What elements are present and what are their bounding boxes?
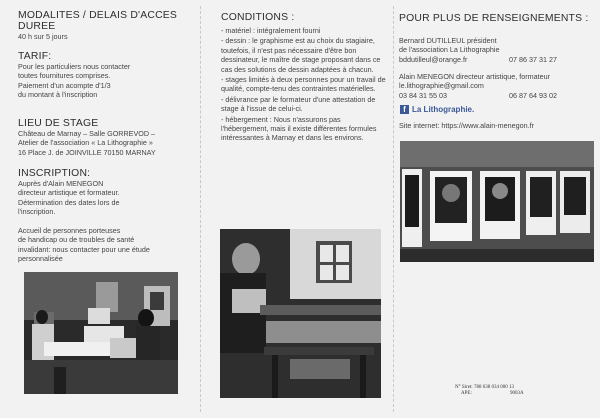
condition-item: - délivrance par le formateur d'une attestation de stage à l'issue de celui-ci. xyxy=(221,94,376,114)
workshop-photo xyxy=(24,272,178,394)
contact-email[interactable]: bddutilleul@orange.fr xyxy=(399,54,468,64)
renseignements-section xyxy=(399,13,597,24)
tarif-line: du montant à l'inscription xyxy=(18,90,98,100)
facebook-icon: f xyxy=(400,105,409,114)
conditions-section xyxy=(221,12,387,143)
website-link[interactable]: Site internet: https://www.alain-menegon.fr xyxy=(399,121,535,130)
contact-role: de l'association La Lithographie xyxy=(399,45,500,55)
lieu-line: Atelier de l'association « La Lithographie » xyxy=(18,138,153,148)
printing-press-photo xyxy=(220,229,381,398)
legal-info xyxy=(455,385,595,397)
accueil-line: Accueil de personnes porteuses xyxy=(18,226,121,235)
contact-president xyxy=(399,36,597,65)
condition-item: - hébergement : Nous n'assurons pas l'hébergement, mais il existe différentes formules intéressantes à Marnay et dans les environs. xyxy=(221,114,377,143)
inscription-title: INSCRIPTION: xyxy=(18,168,91,179)
right-panel xyxy=(393,0,600,418)
conditions-title: CONDITIONS : xyxy=(221,12,295,23)
contact-phone[interactable]: 07 86 37 31 27 xyxy=(509,54,557,64)
inscription-line: directeur artistique et formateur. xyxy=(18,188,120,198)
lieu-line: Château de Marnay – Salle GORREVOD – xyxy=(18,129,156,138)
tarif-line: toutes fournitures comprises. xyxy=(18,71,111,81)
modalites-text: 40 h sur 5 jours xyxy=(18,32,68,41)
inscription-line: Auprès d'Alain MENEGON xyxy=(18,179,104,188)
accueil-line: personnalisée xyxy=(18,254,63,264)
condition-item: - matériel : intégralement fourni xyxy=(221,26,321,35)
facebook-name[interactable]: La Lithographie. xyxy=(412,105,475,114)
inscription-section xyxy=(18,168,193,217)
modalites-section xyxy=(18,10,193,41)
condition-item: - dessin : le graphisme est au choix du stagiaire, toutefois, il n'est pas nécessaire d'être bon dessinateur, le maître de stage proposant dans ce cas des solutions de dessin adaptées à chacun. xyxy=(221,36,381,74)
contact-name: Alain MENEGON directeur artistique, formateur xyxy=(399,72,550,81)
contact-name: Bernard DUTILLEUL président xyxy=(399,36,497,45)
tarif-title: TARIF: xyxy=(18,51,52,62)
lieu-section xyxy=(18,118,198,157)
middle-panel xyxy=(200,0,393,418)
tarif-line: Pour les particuliers nous contacter xyxy=(18,62,131,71)
accueil-line: invalidant: nous contacter pour une étude xyxy=(18,244,150,254)
ape-value: 9003A xyxy=(510,391,524,396)
accueil-line: de handicap ou de troubles de santé xyxy=(18,235,135,245)
contact-phone[interactable]: 03 84 31 55 03 xyxy=(399,90,447,100)
ape-label: APE: xyxy=(461,391,472,396)
lithographs-photo xyxy=(400,141,594,262)
modalites-title: MODALITES / DELAIS D'ACCES DUREE xyxy=(18,10,178,32)
website xyxy=(399,121,597,130)
inscription-line: l'inscription. xyxy=(18,207,56,217)
accueil-section xyxy=(18,226,196,264)
contact-phone[interactable]: 06 87 64 93 02 xyxy=(509,90,557,100)
lieu-title: LIEU DE STAGE xyxy=(18,118,99,129)
left-panel xyxy=(0,0,200,418)
lieu-line: 16 Place J. de JOINVILLE 70150 MARNAY xyxy=(18,147,156,157)
inscription-line: Détermination des dates lors de xyxy=(18,197,120,207)
condition-item: - stages limités à deux personnes pour un travail de qualité, compte-tenu des contraintes matérielles. xyxy=(221,75,386,94)
renseignements-title: POUR PLUS DE RENSEIGNEMENTS : xyxy=(399,13,589,24)
tarif-section xyxy=(18,51,193,100)
contact-email[interactable]: le.lithographie@gmail.com xyxy=(399,81,484,91)
tarif-line: Paiement d'un acompte d'1/3 xyxy=(18,80,111,90)
facebook-link[interactable] xyxy=(400,105,474,114)
contact-director xyxy=(399,72,597,101)
siret: N° Siret: 788 638 034 000 13 xyxy=(455,385,514,390)
